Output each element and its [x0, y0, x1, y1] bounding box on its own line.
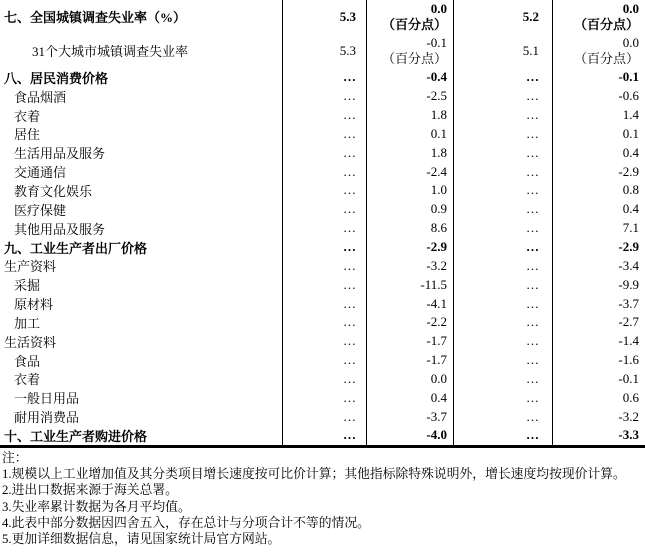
- value-text: …: [526, 107, 539, 123]
- value-text: -2.9: [426, 239, 447, 255]
- table-row: [0, 33, 645, 68]
- value-cell: [366, 33, 453, 68]
- value-cell: [552, 33, 645, 68]
- table-row: [0, 313, 645, 332]
- value-text: …: [526, 408, 539, 424]
- value-text: -1.7: [426, 333, 447, 349]
- row-label: 生产资料: [4, 259, 57, 275]
- value-cell: [453, 125, 552, 144]
- value-cell: [453, 294, 552, 313]
- value-text: 0.0: [430, 0, 447, 16]
- value-text: …: [343, 125, 356, 141]
- value-text: -2.9: [618, 239, 639, 255]
- value-text: -2.5: [426, 88, 447, 104]
- value-cell: [366, 106, 453, 125]
- value-cell: [282, 106, 366, 125]
- value-text: 1.0: [430, 182, 447, 198]
- value-cell: [366, 313, 453, 332]
- value-cell: [282, 332, 366, 351]
- value-cell: [282, 33, 366, 68]
- value-cell: [366, 370, 453, 389]
- value-text: …: [343, 427, 356, 443]
- row-label: 食品: [14, 353, 41, 369]
- row-label: 耐用消费品: [14, 410, 80, 426]
- table-row: [0, 219, 645, 238]
- value-cell: [552, 275, 645, 294]
- row-label: 衣着: [14, 372, 41, 388]
- table-row: [0, 388, 645, 407]
- value-text: -2.9: [618, 163, 639, 179]
- value-cell: [552, 219, 645, 238]
- value-text: -3.2: [618, 408, 639, 424]
- value-cell: [366, 87, 453, 106]
- value-cell: [552, 125, 645, 144]
- value-cell: [366, 407, 453, 426]
- value-cell: [282, 143, 366, 162]
- value-text: …: [526, 125, 539, 141]
- value-text: -3.7: [426, 408, 447, 424]
- table-row: [0, 68, 645, 87]
- value-text: …: [526, 239, 539, 255]
- table-row: [0, 200, 645, 219]
- value-cell: [282, 125, 366, 144]
- value-cell: [366, 143, 453, 162]
- value-cell: [453, 181, 552, 200]
- value-cell: [366, 162, 453, 181]
- value-text: …: [526, 427, 539, 443]
- value-text: 0.0: [430, 370, 447, 386]
- value-text: -0.6: [618, 88, 639, 104]
- value-cell: [282, 313, 366, 332]
- value-cell: [552, 200, 645, 219]
- value-text: …: [343, 163, 356, 179]
- value-cell: [282, 181, 366, 200]
- value-cell: [453, 388, 552, 407]
- value-cell: [453, 0, 552, 33]
- value-cell: [552, 87, 645, 106]
- row-label: 居住: [14, 127, 41, 143]
- note-item: 5.更加详细数据信息，请见国家统计局官方网站。: [2, 532, 281, 547]
- value-cell: [453, 162, 552, 181]
- value-text: -2.4: [426, 163, 447, 179]
- value-cell: [552, 370, 645, 389]
- row-label: 八、居民消费价格: [4, 70, 109, 86]
- table-row: [0, 143, 645, 162]
- value-text: 1.8: [430, 107, 447, 123]
- value-cell: [552, 68, 645, 87]
- table-row: [0, 238, 645, 257]
- notes-label: 注：: [2, 450, 28, 465]
- value-cell: [552, 426, 645, 445]
- value-cell: [453, 407, 552, 426]
- row-label: 交通通信: [14, 165, 67, 181]
- value-text: （百分点）: [381, 16, 447, 32]
- value-text: …: [343, 201, 356, 217]
- table-row: [0, 294, 645, 313]
- value-cell: [453, 87, 552, 106]
- value-text: …: [343, 69, 356, 85]
- value-cell: [552, 181, 645, 200]
- value-text: …: [526, 144, 539, 160]
- value-text: …: [343, 107, 356, 123]
- table-row: [0, 351, 645, 370]
- value-cell: [453, 200, 552, 219]
- note-item: 1.规模以上工业增加值及其分类项目增长速度按可比价计算；其他指标除特殊说明外，增长速度均按现价计算。: [2, 467, 626, 482]
- value-text: …: [526, 220, 539, 236]
- value-text: …: [343, 295, 356, 311]
- value-text: …: [526, 333, 539, 349]
- value-cell: [552, 332, 645, 351]
- value-text: -3.7: [618, 295, 639, 311]
- value-cell: [282, 256, 366, 275]
- value-cell: [453, 106, 552, 125]
- value-cell: [453, 219, 552, 238]
- value-text: -1.4: [618, 333, 639, 349]
- value-cell: [552, 407, 645, 426]
- value-cell: [366, 275, 453, 294]
- value-cell: [366, 125, 453, 144]
- value-text: …: [526, 163, 539, 179]
- value-text: …: [526, 370, 539, 386]
- table-row: [0, 407, 645, 426]
- value-cell: [453, 426, 552, 445]
- value-text: -3.4: [618, 257, 639, 273]
- table-row: [0, 256, 645, 275]
- value-text: …: [526, 182, 539, 198]
- value-cell: [282, 219, 366, 238]
- value-text: …: [343, 182, 356, 198]
- value-text: …: [343, 370, 356, 386]
- value-cell: [366, 238, 453, 257]
- value-text: 5.2: [522, 8, 539, 24]
- value-text: …: [343, 333, 356, 349]
- value-text: -0.1: [618, 69, 639, 85]
- value-text: …: [526, 201, 539, 217]
- value-text: …: [526, 257, 539, 273]
- value-text: （百分点）: [381, 50, 447, 66]
- row-label: 医疗保健: [14, 202, 67, 218]
- value-cell: [366, 68, 453, 87]
- value-text: -4.0: [426, 427, 447, 443]
- value-cell: [552, 238, 645, 257]
- value-text: -2.7: [618, 314, 639, 330]
- value-text: …: [343, 239, 356, 255]
- value-cell: [453, 370, 552, 389]
- value-cell: [552, 162, 645, 181]
- value-text: …: [526, 88, 539, 104]
- value-cell: [453, 143, 552, 162]
- row-label: 原材料: [14, 297, 54, 313]
- note-item: 2.进出口数据来源于海关总署。: [2, 483, 178, 498]
- value-cell: [552, 313, 645, 332]
- value-text: （百分点）: [573, 16, 639, 32]
- value-text: …: [343, 220, 356, 236]
- row-label: 生活资料: [4, 334, 57, 350]
- value-cell: [366, 219, 453, 238]
- value-text: 1.4: [622, 107, 639, 123]
- row-label: 采掘: [14, 278, 41, 294]
- value-text: 0.4: [430, 389, 447, 405]
- value-text: …: [526, 276, 539, 292]
- table-row: [0, 0, 645, 33]
- value-text: …: [343, 88, 356, 104]
- value-text: -4.1: [426, 295, 447, 311]
- value-cell: [552, 143, 645, 162]
- value-text: -2.2: [426, 314, 447, 330]
- table-row: [0, 370, 645, 389]
- value-cell: [453, 238, 552, 257]
- value-cell: [552, 294, 645, 313]
- value-text: -0.1: [426, 34, 447, 50]
- value-cell: [552, 388, 645, 407]
- table-row: [0, 181, 645, 200]
- value-cell: [366, 256, 453, 275]
- value-cell: [366, 200, 453, 219]
- row-label: 食品烟酒: [14, 89, 67, 105]
- value-text: 7.1: [622, 220, 639, 236]
- value-cell: [453, 68, 552, 87]
- value-text: …: [343, 276, 356, 292]
- value-cell: [282, 351, 366, 370]
- value-text: -1.7: [426, 352, 447, 368]
- value-cell: [282, 407, 366, 426]
- table-row: [0, 125, 645, 144]
- value-cell: [366, 0, 453, 33]
- value-text: -11.5: [420, 276, 447, 292]
- value-text: …: [343, 144, 356, 160]
- value-text: 0.6: [622, 389, 639, 405]
- value-text: （百分点）: [573, 50, 639, 66]
- row-label: 十、工业生产者购进价格: [4, 428, 148, 444]
- note-item: 4.此表中部分数据因四舍五入，存在总计与分项合计不等的情况。: [2, 516, 370, 531]
- value-cell: [366, 332, 453, 351]
- table-row: [0, 275, 645, 294]
- value-cell: [282, 68, 366, 87]
- value-text: …: [343, 257, 356, 273]
- value-cell: [282, 0, 366, 33]
- row-label: 生活用品及服务: [14, 146, 106, 162]
- value-text: 5.3: [339, 8, 356, 24]
- value-cell: [552, 256, 645, 275]
- value-text: 0.4: [622, 201, 639, 217]
- value-cell: [282, 426, 366, 445]
- value-cell: [282, 200, 366, 219]
- value-text: …: [526, 69, 539, 85]
- value-text: 0.1: [430, 125, 447, 141]
- value-cell: [453, 313, 552, 332]
- table-row: [0, 87, 645, 106]
- value-cell: [453, 33, 552, 68]
- value-text: 0.1: [622, 125, 639, 141]
- value-text: …: [343, 408, 356, 424]
- value-cell: [282, 275, 366, 294]
- value-cell: [366, 294, 453, 313]
- value-cell: [453, 256, 552, 275]
- value-text: 0.0: [622, 0, 639, 16]
- value-cell: [282, 162, 366, 181]
- value-cell: [282, 87, 366, 106]
- value-cell: [282, 294, 366, 313]
- value-text: -0.4: [426, 69, 447, 85]
- value-text: …: [526, 314, 539, 330]
- value-text: -9.9: [618, 276, 639, 292]
- row-label: 一般日用品: [14, 391, 80, 407]
- value-text: 5.3: [339, 42, 356, 58]
- value-text: -1.6: [618, 352, 639, 368]
- note-item: 3.失业率累计数据为各月平均值。: [2, 499, 191, 514]
- value-cell: [282, 238, 366, 257]
- value-text: …: [526, 352, 539, 368]
- row-label: 衣着: [14, 108, 41, 124]
- value-cell: [453, 275, 552, 294]
- value-text: 0.4: [622, 144, 639, 160]
- row-label: 教育文化娱乐: [14, 183, 93, 199]
- row-label: 七、全国城镇调查失业率（%）: [4, 10, 187, 25]
- value-cell: [552, 0, 645, 33]
- notes: [0, 448, 632, 548]
- value-text: …: [526, 389, 539, 405]
- value-text: …: [343, 352, 356, 368]
- value-text: 5.1: [522, 42, 539, 58]
- value-text: 0.8: [622, 182, 639, 198]
- value-text: -3.2: [426, 257, 447, 273]
- table-row: [0, 332, 645, 351]
- table-row: [0, 162, 645, 181]
- value-cell: [282, 370, 366, 389]
- value-text: -0.1: [618, 370, 639, 386]
- value-cell: [366, 351, 453, 370]
- value-text: 0.9: [430, 201, 447, 217]
- value-cell: [552, 106, 645, 125]
- value-text: …: [343, 389, 356, 405]
- value-text: …: [526, 295, 539, 311]
- row-label: 九、工业生产者出厂价格: [4, 240, 148, 256]
- table-row: [0, 426, 645, 445]
- value-text: …: [343, 314, 356, 330]
- value-cell: [453, 332, 552, 351]
- row-label: 加工: [14, 315, 41, 331]
- value-text: 1.8: [430, 144, 447, 160]
- value-text: 0.0: [622, 34, 639, 50]
- table-row: [0, 106, 645, 125]
- value-cell: [366, 388, 453, 407]
- value-cell: [552, 351, 645, 370]
- value-text: -3.3: [618, 427, 639, 443]
- row-label: 其他用品及服务: [14, 221, 106, 237]
- row-label: 31个大城市城镇调查失业率: [32, 44, 189, 59]
- value-cell: [453, 351, 552, 370]
- value-cell: [366, 426, 453, 445]
- value-cell: [366, 181, 453, 200]
- value-cell: [282, 388, 366, 407]
- value-text: 8.6: [430, 220, 447, 236]
